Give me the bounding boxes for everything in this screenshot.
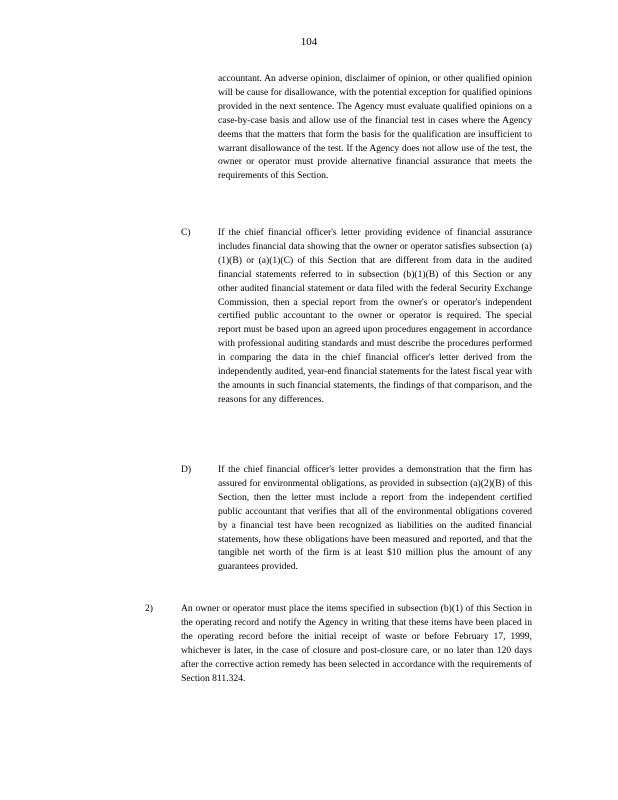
item-marker-2: 2) [145, 603, 153, 614]
intro-paragraph [218, 72, 532, 183]
paragraph-text: If the chief financial officer's letter providing evidence of financial assurance includes financial data showing that the owner or operator satisfies subsection (a)(1)(B) or (a)(1)(C) of this Section that are different from data in the audited financial statements referred to in subsection (b)(1)(B) of this Section or any other audited financial statement or data filed with the federal Security Exchange Commission, then a special report from the owner's or operator's independent certified public accountant to the owner or operator is required. The special report must be based upon an agreed upon procedures engagement in accordance with professional auditing standards and must describe the procedures performed in comparing the data in the chief financial officer's letter derived from the independently audited, year-end financial statements for the latest fiscal year with the amounts in such financial statements, the findings of that comparison, and the reasons for any differences. [218, 227, 532, 405]
page-number: 104 [300, 36, 318, 48]
item-marker-d: D) [181, 464, 192, 475]
paragraph-text: If the chief financial officer's letter provides a demonstration that the firm has assured for environmental obligations, as provided in subsection (a)(2)(B) of this Section, then the letter must include a report from the independent certified public accountant that verifies that all of the environmental obligations covered by a financial test have been recognized as liabilities on the audited financial statements, how these obligations have been measured and reported, and that the tangible net worth of the firm is at least $10 million plus the amount of any guarantees provided. [218, 464, 532, 573]
item-paragraph-2 [181, 602, 532, 685]
item-paragraph-d [218, 463, 532, 574]
paragraph-text: An owner or operator must place the items specified in subsection (b)(1) of this Section in the operating record and notify the Agency in writing that these items have been placed in the operating record before the initial receipt of waste or before February 17, 1999, whichever is later, in the case of closure and post-closure care, or no later than 120 days after the corrective action remedy has been selected in accordance with the requirements of Section 811.324. [181, 603, 532, 684]
item-paragraph-c [218, 226, 532, 407]
item-marker-c: C) [181, 227, 191, 238]
paragraph-text: accountant. An adverse opinion, disclaimer of opinion, or other qualified opinion will be cause for disallowance, with the potential exception for qualified opinions provided in the next sentence. The Agency must evaluate qualified opinions on a case-by-case basis and allow use of the financial test in cases where the Agency deems that the matters that form the basis for the qualification are insufficient to warrant disallowance of the test. If the Agency does not allow use of the test, the owner or operator must provide alternative financial assurance that meets the requirements of this Section. [218, 73, 532, 182]
